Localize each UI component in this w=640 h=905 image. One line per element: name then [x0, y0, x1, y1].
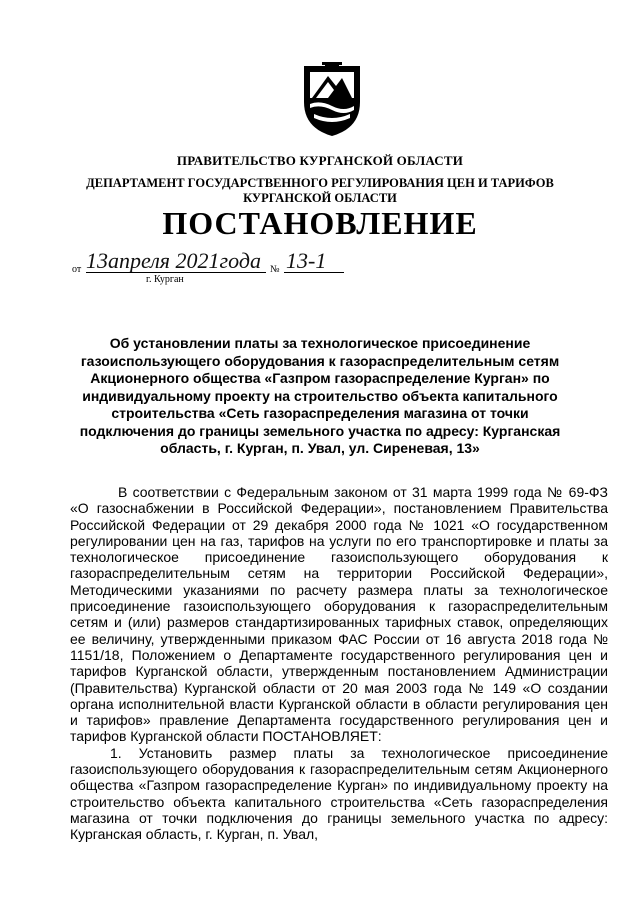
- number-underline: [284, 272, 344, 273]
- number-label: №: [270, 264, 280, 275]
- department-line-2: КУРГАНСКОЙ ОБЛАСТИ: [243, 191, 397, 205]
- document-subject: Об установлении платы за технологическое присоединение газоиспользующего оборудования к газораспределительным сетям Акционерного общества «Газпром газораспределение Курган» по индивидуальному проекту на строительство объекта капитального строительства «Сеть газораспределения магазина от точки подключения до границы земельного участка по адресу: Курганская область, г. Курган, п. Увал, ул. Сиреневая, 13»: [79, 335, 561, 456]
- handwritten-date: 13апреля 2021года: [86, 248, 261, 273]
- kurgan-coat-of-arms-icon: [298, 62, 366, 138]
- document-body: [70, 484, 608, 843]
- department-title: [0, 176, 640, 206]
- document-type: ПОСТАНОВЛЕНИЕ: [162, 205, 478, 241]
- preamble-paragraph: В соответствии с Федеральным законом от 31 марта 1999 года № 69-ФЗ «О газоснабжении в Российской Федерации», постановлением Правительства Российской Федерации от 29 декабря 2000 года № 1021 «О государственном регулировании цен на газ, тарифов на услуги по его транспортировке и платы за технологическое присоединение газоиспользующего оборудования к газораспределительным сетям на территории Российской Федерации», Методическими указаниями по расчету размера платы за технологическое присоединение газоиспользующего оборудования к газораспределительным сетям и (или) размеров стандартизированных тарифных ставок, определяющих ее величину, утвержденными приказом ФАС России от 16 августа 2018 года № 1151/18, Положением о Департаменте государственного регулирования цен и тарифов Курганской области, утвержденным постановлением Администрации (Правительства) Курганской области от 20 мая 2003 года № 149 «О создании органа исполнительной власти Курганской области в области регулирования цен и тарифов» правление Департамента государственного регулирования цен и тарифов Курганской области ПОСТАНОВЛЯЕТ:: [70, 484, 608, 745]
- government-title: ПРАВИТЕЛЬСТВО КУРГАНСКОЙ ОБЛАСТИ: [176, 153, 464, 168]
- handwritten-number: 13-1: [286, 248, 327, 273]
- city-label: г. Курган: [146, 274, 184, 285]
- date-underline: [86, 272, 266, 273]
- resolution-item-1: 1. Установить размер платы за технологическое присоединение газоиспользующего оборудования к газораспределительным сетям Акционерного общества «Газпром газораспределение Курган» по индивидуальному проекту на строительство объекта капитального строительства «Сеть газораспределения магазина от точки подключения до границы земельного участка по адресу: Курганская область, г. Курган, п. Увал,: [70, 744, 608, 843]
- date-number-row: [72, 248, 372, 288]
- department-line-1: ДЕПАРТАМЕНТ ГОСУДАРСТВЕННОГО РЕГУЛИРОВАНИЯ ЦЕН И ТАРИФОВ: [86, 176, 554, 190]
- from-label: от: [72, 264, 82, 275]
